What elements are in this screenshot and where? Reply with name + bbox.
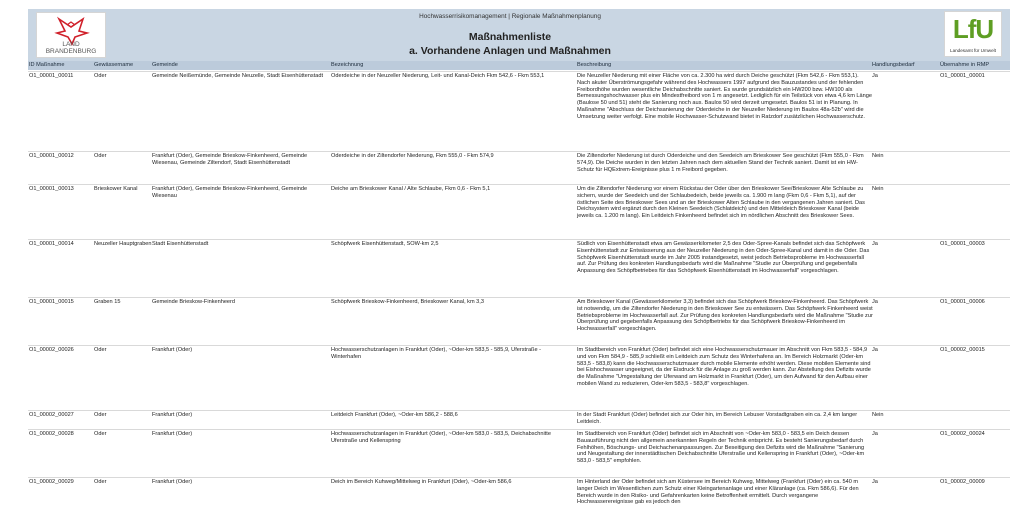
cell-beschreibung: Im Stadtbereich von Frankfurt (Oder) befindet sich eine Hochwasserschutzmauer im Abschnitt von Fkm 583,5 - 584,9 und von Fkm 584,9 - 585,9 schließt ein Leitdeich zum Schutz des Winterhafens an. Im Bereich Holzmarkt (Oder-km 583,5 - 583,8) kann die Hochwasserschutzmauer durch mobile Elemente erhöht werden. Diese mobilen Elemente sind bei Eishochwasser ungeeignet, da der Eisdruck für die Anlage zu groß werden kann. Zur Abstellung des Defizits wurde die Maßnahme "Umgestaltung der Uferwand am Holzmarkt in Frankfurt (Oder), um den Aufwand für den Aufbau einer mobilen Wand zu reduzieren, Oder-km 583,5 - 583,8" vorgeschlagen. xyxy=(577,347,871,387)
cell-gemeinde: Frankfurt (Oder) xyxy=(152,412,193,418)
cell-gemeinde: Frankfurt (Oder) xyxy=(152,479,193,485)
table-row xyxy=(28,184,1010,239)
cell-handlungsbedarf: Nein xyxy=(872,153,884,159)
column-header-gewaesser: Gewässername xyxy=(94,62,134,68)
cell-id: O1_00001_00014 xyxy=(29,241,74,247)
cell-bezeichnung: Hochwasserschutzanlagen in Frankfurt (Oder), ~Oder-km 583,0 - 583,5, Deichabschnitte Uferstraße und Kellenspring xyxy=(331,431,551,444)
cell-gemeinde: Gemeinde Brieskow-Finkenheerd xyxy=(152,299,236,305)
table-row xyxy=(28,239,1010,297)
table-row xyxy=(28,71,1010,151)
cell-beschreibung: Im Hinterland der Oder befindet sich am Küstersee im Bereich Kuhweg, Mittelweg (Frankfurt (Oder) ein ca. 540 m langer Deich im Wesentlichen zum Schutz einer Kleingartenanlage und einer Kläranlage (ca. Fkm 586,6). Für den Bereich wurde in den Risiko- und Gefahrenkarten keine Betroffenheit ermittelt. Durch vergangene Hochwasserereignisse gab es jedoch den xyxy=(577,479,859,506)
column-header-gemeinde: Gemeinde xyxy=(152,62,178,68)
cell-gemeinde: Frankfurt (Oder) xyxy=(152,431,193,437)
cell-handlungsbedarf: Ja xyxy=(872,479,878,485)
logo-text-brandenburg: BRANDENBURG xyxy=(45,47,97,55)
cell-gewaesser: Oder xyxy=(94,73,107,79)
cell-bezeichnung: Oderdeiche in der Ziltendorfer Niederung, Fkm 555,0 - Fkm 574,9 xyxy=(331,153,494,159)
cell-gewaesser: Oder xyxy=(94,412,107,418)
cell-gewaesser: Oder xyxy=(94,347,107,353)
cell-beschreibung: In der Stadt Frankfurt (Oder) befindet sich zur Oder hin, im Bereich Lebuser Vorstadtgraben ein ca. 2,4 km langer Leitdeich. xyxy=(577,412,858,425)
cell-uebernahme: O1_00001_00003 xyxy=(940,241,985,247)
column-header-id: ID Maßnahme xyxy=(29,62,65,68)
cell-beschreibung: Südlich von Eisenhüttenstadt etwa am Gewässerkilometer 2,5 des Oder-Spree-Kanals befindet sich das Schöpfwerk Eisenhüttenstadt zur Entwässerung aus der Neuzeller Niederung in den Oder-Spree-Kanal und damit in die Oder. Das Schöpfwerk Eisenhüttenstadt wurde im Jahr 2005 instandgesetzt, weist jedoch Betriebsprobleme im Hochwasserfall auf. Zur Prüfung des konkreten Handlungsbedarfs wird die Maßnahme "Studie zur Überprüfung und gegebenfalls Anpassung des Schöpfbetriebes für das Schöpfwerk Eisenhüttenstadt im Hochwasserfall" vorgeschlagen. xyxy=(577,241,870,275)
page-title: Maßnahmenliste xyxy=(468,31,552,43)
cell-handlungsbedarf: Ja xyxy=(872,241,878,247)
cell-id: O1_00001_00011 xyxy=(29,73,74,79)
cell-handlungsbedarf: Ja xyxy=(872,73,878,79)
page-subtitle: a. Vorhandene Anlagen und Maßnahmen xyxy=(409,45,611,57)
land-brandenburg-logo xyxy=(36,12,106,58)
cell-uebernahme: O1_00002_00015 xyxy=(940,347,985,353)
cell-gemeinde: Frankfurt (Oder), Gemeinde Brieskow-Finkenheerd, Gemeinde Wiesenau, Gemeinde Ziltendorf, Stadt Eisenhüttenstadt xyxy=(152,153,308,166)
column-header-uebernahme: Übernahme in RMP xyxy=(940,62,990,68)
cell-gemeinde: Frankfurt (Oder), Gemeinde Brieskow-Finkenheerd, Gemeinde Wiesenau xyxy=(152,186,308,199)
land-brandenburg-logo-text xyxy=(37,42,105,55)
table-row xyxy=(28,477,1010,512)
cell-beschreibung: Am Brieskower Kanal (Gewässerkilometer 3,3) befindet sich das Schöpfwerk Brieskow-Finkenheerd. Das Schöpfwerk ist notwendig, um die Ziltendorfer Niederung in den Brieskower See zu entwässern. Das Schöpfwerk Finkenheerd weist Betriebsprobleme im Hochwasserfall auf. Zur Prüfung des konkreten Handlungsbedarfs wird die Maßnahme "Studie zur Überprüfung und gegebenfalls Anpassung des Schöpfbetriebs für das Schöpfwerk Brieskow-Finkenheerd im Hochwasserfall" vorgeschlagen. xyxy=(577,299,873,333)
cell-gewaesser: Oder xyxy=(94,153,107,159)
cell-id: O1_00001_00013 xyxy=(29,186,74,192)
cell-bezeichnung: Deich im Bereich Kuhweg/Mittelweg in Frankfurt (Oder), ~Oder-km 586,6 xyxy=(331,479,512,485)
cell-gewaesser: Graben 15 xyxy=(94,299,121,305)
cell-gemeinde: Stadt Eisenhüttenstadt xyxy=(152,241,209,247)
cell-uebernahme: O1_00002_00009 xyxy=(940,479,985,485)
cell-bezeichnung: Deiche am Brieskower Kanal / Alte Schlaube, Fkm 0,6 - Fkm 5,1 xyxy=(331,186,491,192)
cell-beschreibung: Um die Ziltendorfer Niederung vor einem Rückstau der Oder über den Brieskower See/Brieskower Alte Schlaube zu sichern, wurde der Seedeich und der Schlaubedeich, beide jeweils ca. 1.900 m lang (Fkm 0,6 - Fkm 5,1), auf der östlichen Seite des Brieskower Sees und an der Brieskower Alten Schlaube in den vergangenen Jahren saniert. Das Deichsystem wird ergänzt durch den Kleinen Seedeich (Schlatdeich) und den Mitteldeich Brieskower Kanal (beide jeweils ca. 1.200 m lang). Ein Leitdeich Finkenheerd befindet sich im nördlichen Abschnitt des Brieskower Sees. xyxy=(577,186,865,220)
cell-handlungsbedarf: Ja xyxy=(872,347,878,353)
column-header-bezeichnung: Bezeichnung xyxy=(331,62,364,68)
cell-gewaesser: Neuzeller Hauptgraben xyxy=(94,241,152,247)
table-row xyxy=(28,345,1010,410)
table-row xyxy=(28,151,1010,184)
cell-id: O1_00002_00029 xyxy=(29,479,74,485)
cell-handlungsbedarf: Ja xyxy=(872,299,878,305)
cell-gewaesser: Brieskower Kanal xyxy=(94,186,138,192)
cell-gewaesser: Oder xyxy=(94,479,107,485)
cell-id: O1_00001_00015 xyxy=(29,299,74,305)
lfu-logo-subtext: Landesamt für Umwelt xyxy=(950,48,996,53)
cell-gemeinde: Frankfurt (Oder) xyxy=(152,347,193,353)
cell-handlungsbedarf: Ja xyxy=(872,431,878,437)
cell-bezeichnung: Leitdeich Frankfurt (Oder), ~Oder-km 586,2 - 588,6 xyxy=(331,412,458,418)
cell-beschreibung: Die Neuzeller Niederung mit einer Fläche von ca. 2.300 ha wird durch Deiche geschützt (Fkm 542,6 - Fkm 553,1). Nach akuter Überströmungsgefahr während des Hochwassers 1997 aufgrund des Bauzustandes und der fehlenden Freibordhöhe wurden wesentliche Deichabschnitte saniert. Es wurde grundsätzlich ein HW200 bzw. HW100 als Bemessungshochwasser plus ein Mindestfreibord von 1 m angesetzt. Lediglich für ein Teilstück von etwa 4,6 km Länge (Baulose 50 und 51) steht die Sanierung noch aus. Baulos 50 wird derzeit umgesetzt. Baulos 51 ist in Planung. In Maßnahme "Abschluss der Deichsanierung der Oderdeiche in der Neuzeller Niederung im Baulos 48a-52b" wird die Umsetzung weiter verfolgt. Eine mobile Hochwasser-Schutzwand bietet in Ratzdorf zusätzlichen Hochwasserschutz. xyxy=(577,73,872,120)
table-row xyxy=(28,297,1010,345)
logo-text-land: LAND xyxy=(62,41,80,48)
cell-id: O1_00002_00028 xyxy=(29,431,74,437)
cell-bezeichnung: Schöpfwerk Brieskow-Finkenheerd, Brieskower Kanal, km 3,3 xyxy=(331,299,484,305)
cell-handlungsbedarf: Nein xyxy=(872,186,884,192)
cell-beschreibung: Die Ziltendorfer Niederung ist durch Oderdeiche und den Seedeich am Brieskower See geschützt (Fkm 555,0 - Fkm 574,9). Die Deiche wurden in den letzten Jahren nach dem aktuellen Stand der Technik saniert. Damit ist ein HW-Schutz für HQExtrem-Ereignisse plus 1 m Freibord gegeben. xyxy=(577,153,864,173)
cell-gemeinde: Gemeinde Neißemünde, Gemeinde Neuzelle, Stadt Eisenhüttenstadt xyxy=(152,73,324,79)
column-header-handlungsbedarf: Handlungsbedarf xyxy=(872,62,915,68)
cell-beschreibung: Im Stadtbereich von Frankfurt (Oder) befindet sich im Abschnitt von ~Oder-km 583,0 - 583,5 ein Deich dessen Bauausführung nicht den allgemein anerkannten Regeln der Technik entspricht. Es besteht Sanierungsbedarf durch Fehlhöhen, Böschungs- und Deichachenanpassungen. Zur Beseitigung des Defizits wird die Maßnahme "Sanierung und Neugestaltung der innerstädtischen Deichabschnitte Uferstraße und Kellenspring in Frankfurt (Oder), ~Oder-km 583,0 - 583,5" empfohlen. xyxy=(577,431,865,465)
cell-gewaesser: Oder xyxy=(94,431,107,437)
column-header-beschreibung: Beschreibung xyxy=(577,62,612,68)
cell-bezeichnung: Hochwasserschutzanlagen in Frankfurt (Oder), ~Oder-km 583,5 - 585,9, Uferstraße - Winterhafen xyxy=(331,347,542,360)
cell-id: O1_00002_00027 xyxy=(29,412,74,418)
cell-bezeichnung: Oderdeiche in der Neuzeller Niederung, Leit- und Kanal-Deich Fkm 542,6 - Fkm 553,1 xyxy=(331,73,545,79)
cell-id: O1_00001_00012 xyxy=(29,153,74,159)
table-row xyxy=(28,410,1010,429)
cell-handlungsbedarf: Nein xyxy=(872,412,884,418)
lfu-logo xyxy=(944,11,1002,57)
cell-bezeichnung: Schöpfwerk Eisenhüttenstadt, SOW-km 2,5 xyxy=(331,241,439,247)
cell-uebernahme: O1_00002_00024 xyxy=(940,431,985,437)
lfu-logo-mark: LfU xyxy=(952,14,994,44)
table-row xyxy=(28,429,1010,477)
cell-uebernahme: O1_00001_00006 xyxy=(940,299,985,305)
header-subheading: Hochwasserrisikomanagement | Regionale Maßnahmenplanung xyxy=(419,13,601,20)
cell-uebernahme: O1_00001_00001 xyxy=(940,73,985,79)
cell-id: O1_00002_00026 xyxy=(29,347,74,353)
